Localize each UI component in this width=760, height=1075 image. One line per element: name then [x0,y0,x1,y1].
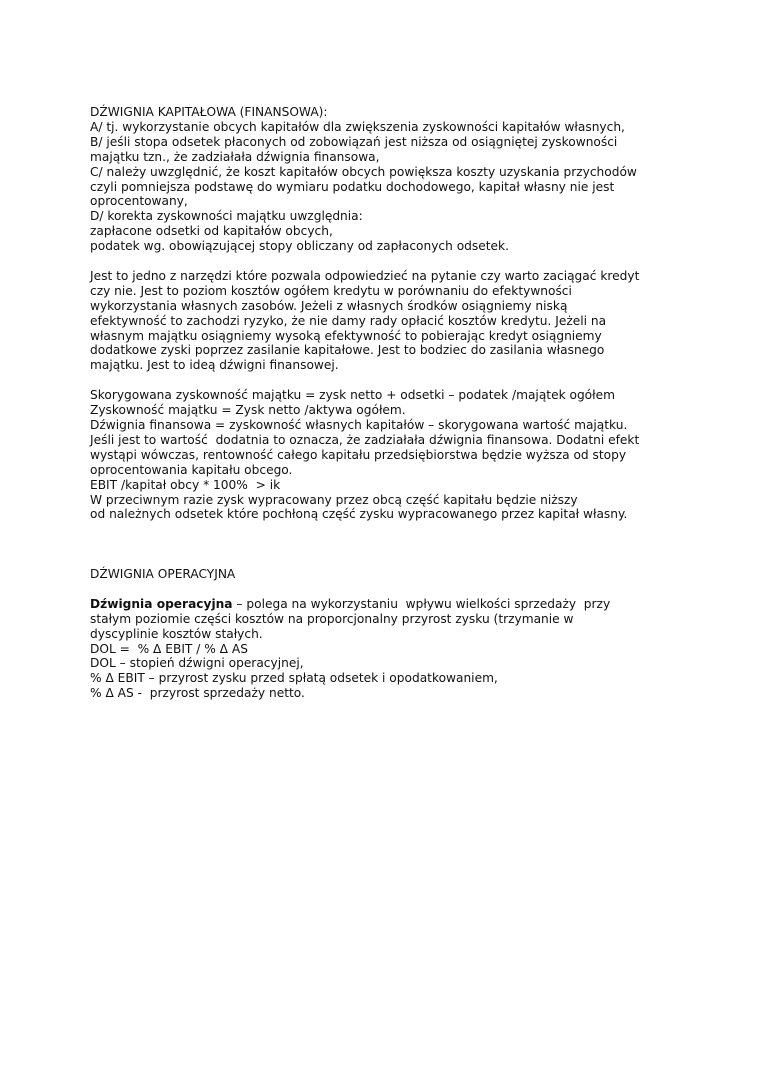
text-line: Skorygowana zyskowność majątku = zysk netto + odsetki – podatek /majątek ogółem [90,388,615,403]
text-line: Jest to jedno z narzędzi które pozwala odpowiedzieć na pytanie czy warto zaciągać kredyt [90,268,640,283]
spacer [90,582,740,597]
text-line: stałym poziomie części kosztów na proporcjonalny przyrost zysku (trzymanie w [90,611,574,626]
text-line: W przeciwnym razie zysk wypracowany przez obcą część kapitału będzie niższy [90,492,578,507]
text-line: oprocentowany, [90,194,188,209]
text-line: podatek wg. obowiązującej stopy obliczany od zapłaconych odsetek. [90,239,509,254]
text-line: dyscyplinie kosztów stałych. [90,626,263,641]
text-line: wystąpi wówczas, rentowność całego kapitału przedsiębiorstwa będzie wyższa od stopy [90,447,627,462]
section-heading: DŹWIGNIA KAPITAŁOWA (FINANSOWA): [90,105,328,119]
text-line: B/ jeśli stopa odsetek płaconych od zobowiązań jest niższa od osiągniętej zyskowności [90,134,618,149]
text-line: D/ korekta zyskowności majątku uwzględnia: [90,209,363,224]
text-line: zapłacone odsetki od kapitałów obcych, [90,224,333,239]
operating-leverage-definition [90,597,740,701]
text-line: A/ tj. wykorzystanie obcych kapitałów dla zwiększenia zyskowności kapitałów własnych, [90,119,625,134]
definition-text: – polega na wykorzystaniu wpływu wielkości sprzedaży przy [232,596,611,611]
text-line: własnym majątku osiągniemy wysoką efektywność to pobierając kredyt osiągniemy [90,328,602,343]
formula-paragraph [90,388,740,522]
text-line: majątku tzn., że zadziałała dźwignia finansowa, [90,149,380,164]
text-line: Jeśli jest to wartość dodatnia to oznacza, że zadziałała dźwignia finansowa. Dodatni efekt [90,432,640,447]
text-line: majątku. Jest to ideą dźwigni finansowej. [90,358,339,373]
operating-leverage-heading-block [90,567,740,582]
text-line: % Δ AS - przyrost sprzedaży netto. [90,686,305,701]
spacer [90,254,740,269]
financial-leverage-block [90,105,740,254]
text-line: Dźwignia finansowa = zyskowność własnych kapitałów – skorygowana wartość majątku. [90,418,628,432]
text-line: EBIT /kapitał obcy * 100% > ik [90,477,281,492]
text-line: efektywność to zachodzi ryzyko, że nie damy rady opłacić kosztów kredytu. Jeżeli na [90,313,607,328]
text-line: wykorzystania własnych zasobów. Jeżeli z własnych środków osiągniemy niską [90,298,568,313]
text-line [90,597,740,612]
text-line: czyli pomniejsza podstawę do wymiaru podatku dochodowego, kapitał własny nie jest [90,179,615,194]
text-line: C/ należy uwzględnić, że koszt kapitałów obcych powiększa koszty uzyskania przychodów [90,164,637,179]
text-line: dodatkowe zyski poprzez zasilanie kapitałowe. Jest to bodziec do zasilania własnego [90,343,605,358]
text-line: Zyskowność majątku = Zysk netto /aktywa ogółem. [90,403,406,418]
section-heading: DŹWIGNIA OPERACYJNA [90,567,236,582]
spacer [90,373,740,388]
text-line: DOL – stopień dźwigni operacyjnej, [90,656,304,671]
explanation-paragraph [90,269,740,373]
text-line: od należnych odsetek które pochłoną część zysku wypracowanego przez kapitał własny. [90,507,628,522]
text-line: % Δ EBIT – przyrost zysku przed spłatą odsetek i opodatkowaniem, [90,671,498,686]
text-line: DOL = % Δ EBIT / % Δ AS [90,641,248,656]
spacer [90,522,740,567]
text-line: oprocentowania kapitału obcego. [90,462,293,477]
text-line: czy nie. Jest to poziom kosztów ogółem kredytu w porównaniu do efektywności [90,283,572,298]
bold-term: Dźwignia operacyjna [90,596,233,611]
